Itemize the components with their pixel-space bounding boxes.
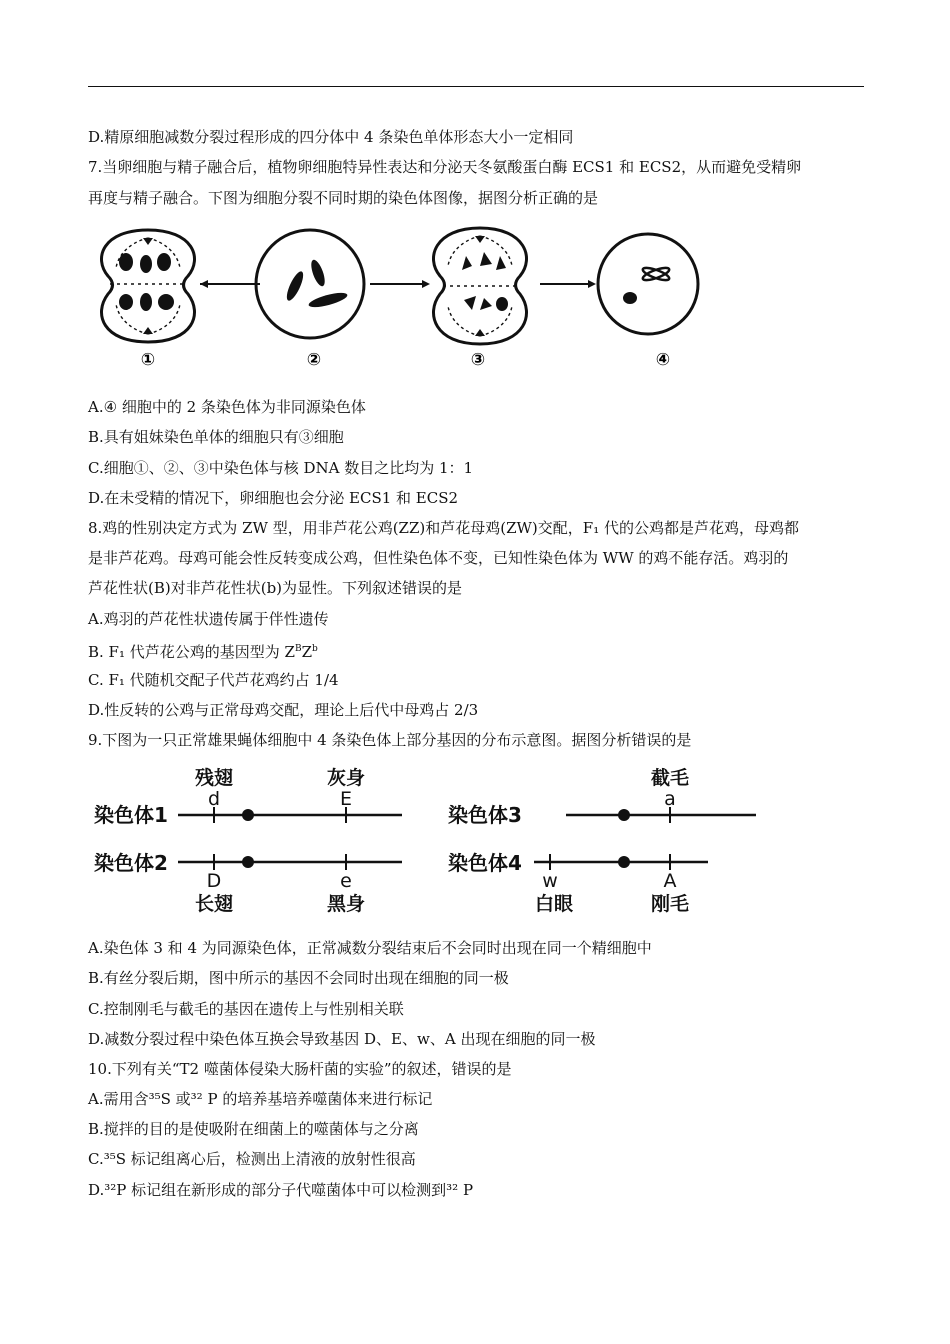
q8-stem-line3: 芦花性状(B)对非芦花性状(b)为显性。下列叙述错误的是 — [88, 579, 463, 597]
q10-option-b: B.搅拌的目的是使吸附在细菌上的噬菌体与之分离 — [88, 1120, 419, 1138]
q8-stem-line1: 8.鸡的性别决定方式为 ZW 型，用非芦花公鸡(ZZ)和芦花母鸡(ZW)交配，F₁ 代的公鸡都是芦花鸡，母鸡都 — [88, 519, 799, 537]
q9-option-c: C.控制刚毛与截毛的基因在遗传上与性别相关联 — [88, 1000, 404, 1018]
gene-D: D — [206, 870, 222, 892]
q9-option-b: B.有丝分裂后期，图中所示的基因不会同时出现在细胞的同一极 — [88, 969, 509, 987]
q8-option-d: D.性反转的公鸡与正常母鸡交配，理论上后代中母鸡占 2/3 — [88, 701, 479, 719]
gene-map-figure — [88, 760, 768, 920]
q7-option-b: B.具有姐妹染色单体的细胞只有③细胞 — [88, 428, 344, 446]
q8-option-b-sup1: B — [294, 644, 302, 654]
cell-3 — [433, 228, 526, 344]
trait-long-wing: 长翅 — [194, 893, 234, 915]
cell-division-figure — [88, 218, 718, 374]
q8-option-c: C. F₁ 代随机交配子代芦花鸡约占 1/4 — [88, 671, 339, 689]
gene-A: A — [663, 870, 677, 892]
q9-stem: 9.下图为一只正常雄果蝇体细胞中 4 条染色体上部分基因的分布示意图。据图分析错误的是 — [88, 731, 692, 749]
q8-option-b — [88, 639, 318, 662]
cell-1 — [101, 230, 194, 342]
chromosome-4-centromere — [618, 856, 630, 868]
q8-option-b-mid: Z — [301, 643, 313, 661]
q10-stem: 10.下列有关“T2 噬菌体侵染大肠杆菌的实验”的叙述，错误的是 — [88, 1060, 512, 1078]
header-rule — [88, 86, 864, 87]
q10-option-c: C.³⁵S 标记组离心后，检测出上清液的放射性很高 — [88, 1150, 416, 1168]
q9-option-a: A.染色体 3 和 4 为同源染色体，正常减数分裂结束后不会同时出现在同一个精细胞中 — [88, 939, 652, 957]
trait-bobbed-bristle: 截毛 — [650, 767, 690, 789]
chromosome-1-centromere — [242, 809, 254, 821]
q9-option-d: D.减数分裂过程中染色体互换会导致基因 D、E、w、A 出现在细胞的同一极 — [88, 1030, 596, 1048]
chromosome-1-label: 染色体1 — [94, 803, 168, 827]
gene-w: w — [542, 870, 558, 892]
trait-vestigial-wing: 残翅 — [194, 767, 234, 789]
cell-2 — [256, 230, 364, 338]
q8-option-b-sup2: b — [312, 644, 318, 654]
trait-black-body: 黑身 — [326, 893, 366, 915]
q8-stem-line2: 是非芦花鸡。母鸡可能会性反转变成公鸡，但性染色体不变，已知性染色体为 WW 的鸡不能存活。鸡羽的 — [88, 549, 789, 567]
gene-E: E — [339, 788, 353, 810]
cell-label-1: ① — [140, 350, 156, 370]
chromosome-3-label: 染色体3 — [448, 803, 522, 827]
chromosome-2-label: 染色体2 — [94, 851, 168, 875]
q7-option-a: A.④ 细胞中的 2 条染色体为非同源染色体 — [88, 398, 366, 416]
chromosome-4-label: 染色体4 — [448, 851, 522, 875]
trait-white-eye: 白眼 — [534, 893, 574, 915]
gene-d: d — [207, 788, 221, 810]
cell-label-2: ② — [306, 350, 322, 370]
trait-gray-body: 灰身 — [326, 767, 366, 789]
gene-a: a — [664, 788, 676, 810]
q6-option-d: D.精原细胞减数分裂过程形成的四分体中 4 条染色单体形态大小一定相同 — [88, 128, 574, 146]
q7-option-d: D.在未受精的情况下，卵细胞也会分泌 ECS1 和 ECS2 — [88, 489, 459, 507]
cell-4 — [598, 234, 698, 334]
chromosome-2-centromere — [242, 856, 254, 868]
q7-stem-line2: 再度与精子融合。下图为细胞分裂不同时期的染色体图像，据图分析正确的是 — [88, 189, 599, 207]
q7-stem-line1: 7.当卵细胞与精子融合后，植物卵细胞特异性表达和分泌天冬氨酸蛋白酶 ECS1 和 ECS2，从而避免受精卵 — [88, 158, 802, 176]
q10-option-d: D.³²P 标记组在新形成的部分子代噬菌体中可以检测到³² P — [88, 1181, 474, 1199]
gene-e: e — [340, 870, 352, 892]
cell-label-4: ④ — [655, 350, 671, 370]
trait-normal-bristle: 刚毛 — [650, 893, 690, 915]
cell-label-3: ③ — [470, 350, 486, 370]
chromosome-3-centromere — [618, 809, 630, 821]
q10-option-a: A.需用含³⁵S 或³² P 的培养基培养噬菌体来进行标记 — [88, 1090, 433, 1108]
q8-option-a: A.鸡羽的芦花性状遗传属于伴性遗传 — [88, 610, 329, 628]
q8-option-b-prefix: B. F₁ 代芦花公鸡的基因型为 Z — [88, 643, 295, 661]
q7-option-c: C.细胞①、②、③中染色体与核 DNA 数目之比均为 1：1 — [88, 459, 474, 477]
